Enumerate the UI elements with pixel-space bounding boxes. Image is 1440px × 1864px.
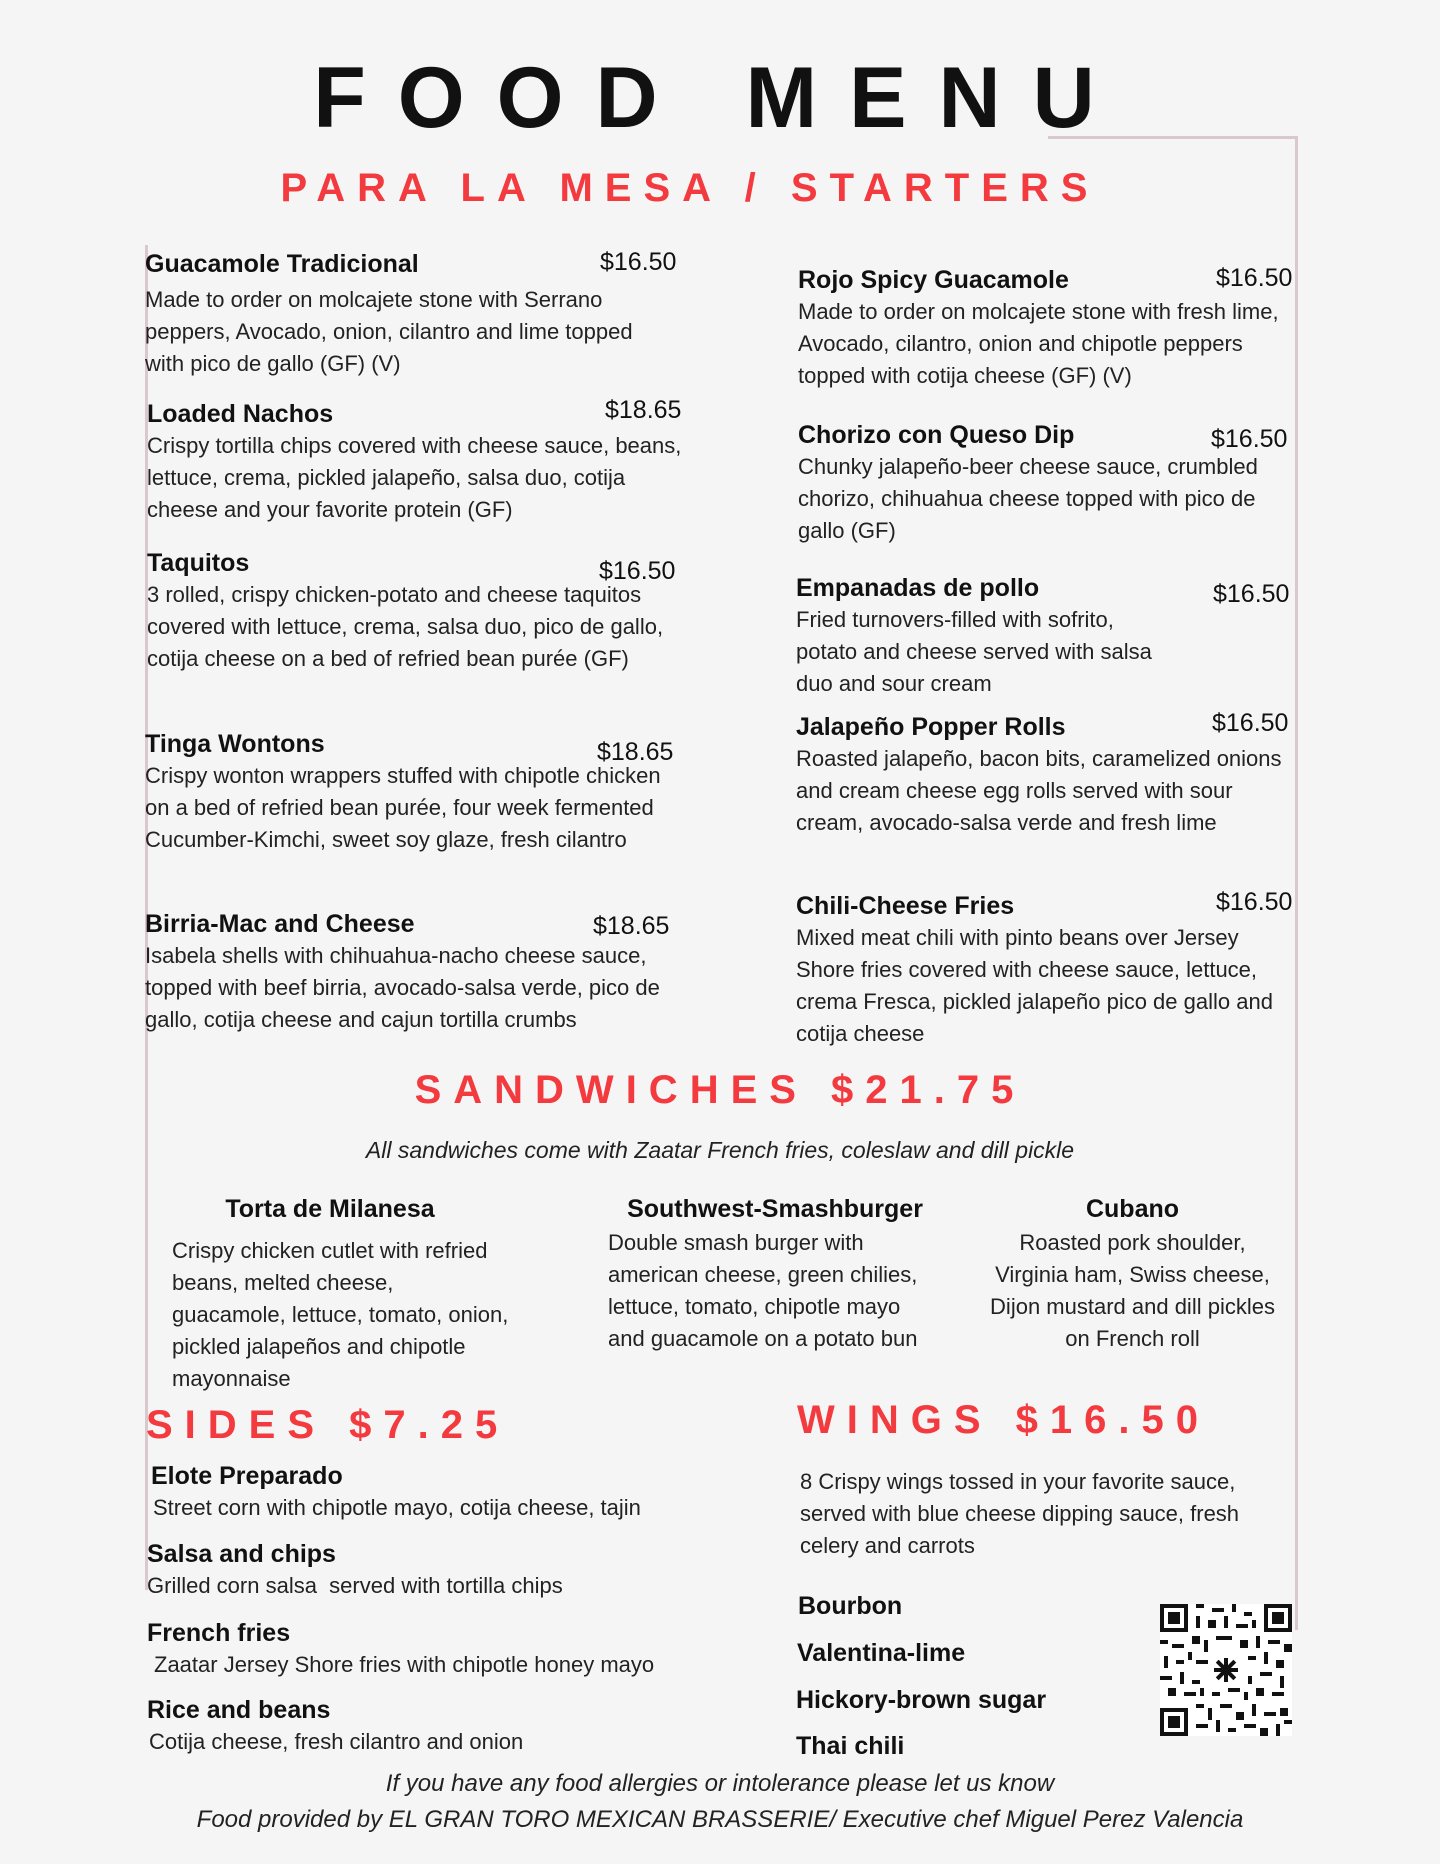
- item-name: Birria-Mac and Cheese: [145, 910, 415, 938]
- item-price: $16.50: [1213, 580, 1290, 608]
- item-description: Chunky jalapeño-beer cheese sauce, crumbled chorizo, chihuahua cheese topped with pico de gallo (GF): [798, 454, 1258, 543]
- item-description: Double smash burger with american cheese, green chilies, lettuce, tomato, chipotle mayo and guacamole on a potato bun: [608, 1230, 918, 1351]
- item-description: Fried turnovers-filled with sofrito, potato and cheese served with salsa duo and sour cream: [796, 607, 1152, 696]
- item-name: Salsa and chips: [147, 1540, 336, 1568]
- item-price: $18.65: [597, 738, 674, 766]
- menu-item: [796, 572, 1336, 700]
- sauce-option: Hickory-brown sugar: [796, 1686, 1047, 1714]
- menu-title: FOOD MENU: [313, 50, 1127, 146]
- item-name: Taquitos: [147, 549, 250, 577]
- item-description: Grilled corn salsa served with tortilla chips: [147, 1573, 563, 1598]
- item-description: Cotija cheese, fresh cilantro and onion: [149, 1729, 524, 1754]
- item-name: Rice and beans: [147, 1696, 331, 1724]
- item-name: Chorizo con Queso Dip: [798, 421, 1075, 449]
- item-price: $16.50: [1216, 264, 1293, 292]
- item-price: $16.50: [600, 248, 677, 276]
- item-price: $16.50: [1212, 709, 1289, 737]
- allergy-note: If you have any food allergies or intolerance please let us know: [385, 1770, 1055, 1797]
- item-description: Made to order on molcajete stone with Serrano peppers, Avocado, onion, cilantro and lime topped with pico de gallo (GF) (V): [145, 287, 633, 376]
- item-name: Torta de Milanesa: [225, 1195, 435, 1223]
- menu-item: [798, 419, 1338, 547]
- item-name: Elote Preparado: [151, 1462, 343, 1490]
- sandwiches-heading: SANDWICHES $21.75: [414, 1068, 1026, 1112]
- item-description: Zaatar Jersey Shore fries with chipotle honey mayo: [154, 1652, 655, 1677]
- menu-item: [798, 264, 1338, 392]
- menu-item: [145, 728, 685, 856]
- wings-heading: WINGS $16.50: [797, 1398, 1211, 1442]
- side-item: [151, 1460, 641, 1524]
- item-name: Empanadas de pollo: [796, 574, 1040, 602]
- menu-item: [796, 890, 1336, 1050]
- item-price: $18.65: [593, 912, 670, 940]
- side-item: [147, 1538, 563, 1602]
- menu-item: [796, 711, 1336, 839]
- item-description: Roasted jalapeño, bacon bits, caramelized onions and cream cheese egg rolls served with sour cream, avocado-salsa verde and fresh lime: [796, 746, 1282, 835]
- item-description: Street corn with chipotle mayo, cotija cheese, tajin: [153, 1495, 641, 1520]
- menu-item: [147, 398, 687, 526]
- item-price: $16.50: [1211, 425, 1288, 453]
- item-description: Isabela shells with chihuahua-nacho cheese sauce, topped with beef birria, avocado-salsa verde, pico de gallo, cotija cheese and cajun tortilla crumbs: [145, 943, 660, 1032]
- item-name: Southwest-Smashburger: [627, 1195, 923, 1223]
- item-description: 3 rolled, crispy chicken-potato and cheese taquitos covered with lettuce, crema, salsa duo, pico de gallo, cotija cheese on a bed of refried bean purée (GF): [147, 582, 664, 671]
- item-name: Guacamole Tradicional: [145, 250, 419, 278]
- side-item: [147, 1617, 654, 1681]
- starters-heading: PARA LA MESA / STARTERS: [280, 166, 1100, 210]
- item-name: Chili-Cheese Fries: [796, 892, 1015, 920]
- qr-code-icon[interactable]: [1160, 1604, 1292, 1736]
- sauce-option: Bourbon: [798, 1592, 903, 1620]
- item-description: Crispy chicken cutlet with refried beans, melted cheese, guacamole, lettuce, tomato, onion, pickled jalapeños and chipotle mayonnaise: [172, 1238, 509, 1391]
- sauce-option: Valentina-lime: [797, 1639, 966, 1667]
- item-description: Roasted pork shoulder, Virginia ham, Swiss cheese, Dijon mustard and dill pickles on French roll: [990, 1230, 1275, 1351]
- item-name: Loaded Nachos: [147, 400, 334, 428]
- sandwich-item: [160, 1193, 509, 1395]
- sauce-option: Thai chili: [796, 1732, 905, 1760]
- item-price: $16.50: [599, 557, 676, 585]
- menu-item: [147, 547, 687, 675]
- item-name: Tinga Wontons: [145, 730, 325, 758]
- item-description: Mixed meat chili with pinto beans over Jersey Shore fries covered with cheese sauce, lettuce, crema Fresca, pickled jalapeño pico de gallo and cotija cheese: [796, 925, 1273, 1046]
- item-price: $16.50: [1216, 888, 1293, 916]
- sandwich-item: [990, 1193, 1275, 1355]
- menu-item: [145, 908, 685, 1036]
- item-description: Crispy tortilla chips covered with cheese sauce, beans, lettuce, crema, pickled jalapeño, salsa duo, cotija cheese and your favorite protein (GF): [147, 433, 682, 522]
- item-price: $18.65: [605, 396, 682, 424]
- sides-heading: SIDES $7.25: [146, 1403, 510, 1447]
- side-item: [147, 1694, 523, 1758]
- sandwich-item: [600, 1193, 950, 1355]
- item-description: Crispy wonton wrappers stuffed with chipotle chicken on a bed of refried bean purée, four week fermented Cucumber-Kimchi, sweet soy glaze, fresh cilantro: [145, 763, 661, 852]
- item-description: Made to order on molcajete stone with fresh lime, Avocado, cilantro, onion and chipotle peppers topped with cotija cheese (GF) (V): [798, 299, 1279, 388]
- credit-note: Food provided by EL GRAN TORO MEXICAN BRASSERIE/ Executive chef Miguel Perez Valencia: [196, 1806, 1244, 1833]
- item-name: Cubano: [1085, 1195, 1180, 1223]
- item-name: Rojo Spicy Guacamole: [798, 266, 1069, 294]
- item-name: French fries: [147, 1619, 291, 1647]
- wings-description: 8 Crispy wings tossed in your favorite sauce, served with blue cheese dipping sauce, fresh celery and carrots: [800, 1469, 1240, 1558]
- sandwiches-subtitle: All sandwiches come with Zaatar French fries, coleslaw and dill pickle: [365, 1137, 1075, 1163]
- menu-item: [145, 248, 685, 380]
- item-name: Jalapeño Popper Rolls: [796, 713, 1066, 741]
